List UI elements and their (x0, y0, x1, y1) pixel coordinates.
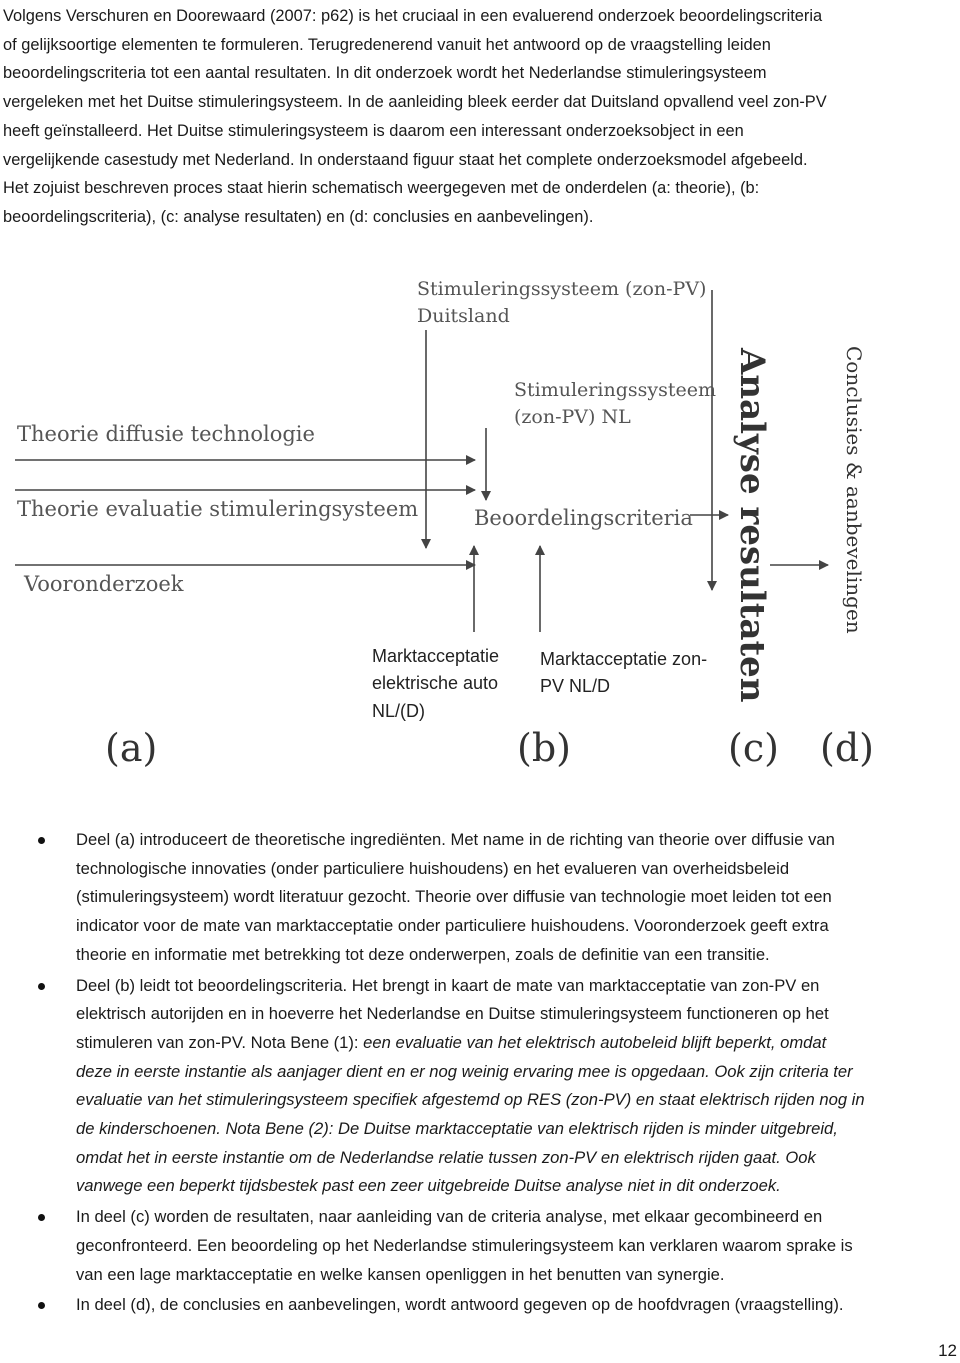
bullet-text-plain: stimuleren van zon-PV. Nota Bene (1): (76, 1032, 364, 1052)
bullet-line-italic: evaluatie van het stimuleringsysteem specifiek afgestemd op RES (zon-PV) en staat elektrisch rijden nog in (76, 1090, 865, 1110)
bullet-line: Deel (a) introduceert de theoretische ingrediënten. Met name in de richting van theorie over diffusie van (76, 830, 835, 849)
bullet-item-b (0, 972, 960, 1202)
bullet-line-italic: de kinderschoenen. Nota Bene (2): De Duitse marktacceptatie van elektrisch rijden is minder uitgebreid, (76, 1119, 838, 1139)
bullet-line: elektrisch autorijden en in hoeverre het Nederlandse en Duitse stimuleringsysteem functioneren op het (76, 1004, 829, 1024)
intro-line: of gelijksoortige elementen te formuleren. Terugredenerend vanuit het antwoord op de vraagstelling leiden (3, 35, 771, 54)
part-a-label: (a) (105, 726, 158, 770)
part-c-label: (c) (728, 726, 779, 770)
page-number: 12 (938, 1341, 957, 1360)
stim-nl-label-1: Stimuleringssysteem (514, 379, 716, 401)
markt-auto-label-3: NL/(D) (372, 701, 425, 721)
bullet-item-a (0, 826, 960, 970)
bullet-line: van een lage marktacceptatie en welke kansen openliggen in het benutten van synergie. (76, 1264, 725, 1284)
analyse-resultaten-label: Analyse resultaten (732, 348, 772, 703)
markt-pv-label-1: Marktacceptatie zon- (540, 649, 708, 669)
bullet-line: In deel (c) worden de resultaten, naar aanleiding van de criteria analyse, met elkaar gecombineerd en (76, 1207, 823, 1227)
research-model-diagram (0, 260, 960, 800)
bullet-line (76, 1029, 960, 1058)
stim-nl-label-2: (zon-PV) NL (514, 406, 631, 428)
bullet-line: indicator voor de mate van marktacceptatie onder particuliere huishoudens. Vooronderzoek geeft extra (76, 916, 829, 936)
markt-auto-label-2: elektrische auto (372, 673, 499, 693)
stim-de-label-2: Duitsland (417, 305, 510, 327)
bullet-line-italic: omdat het in eerste instantie om de Nederlandse relatie tussen zon-PV en elektrisch rijden gaat. Ook (76, 1147, 816, 1167)
bullet-text-italic: een evaluatie van het elektrisch autobeleid blijft beperkt, omdat (363, 1032, 827, 1052)
intro-line: Volgens Verschuren en Doorewaard (2007: p62) is het cruciaal in een evaluerend onderzoek beoordelingscriteria (3, 7, 823, 25)
bullet-list (0, 826, 960, 1320)
intro-line: heeft geïnstalleerd. Het Duitse stimuleringsysteem is daarom een interessant onderzoeksobject in een (3, 121, 744, 140)
intro-paragraph (3, 2, 948, 232)
beoordelingscriteria-label: Beoordelingscriteria (474, 506, 693, 530)
intro-line: vergelijkende casestudy met Nederland. In onderstaand figuur staat het complete onderzoeksmodel afgebeeld. (3, 150, 808, 169)
bullet-line: theorie en informatie met betrekking tot deze onderwerpen, zoals de definitie van een transitie. (76, 944, 770, 964)
bullet-marker (38, 983, 45, 990)
diagram-arrows (0, 260, 960, 800)
bullet-line-italic: vanwege een beperkt tijdsbestek past een zeer uitgebreide Duitse analyse niet in dit onderzoek. (76, 1176, 781, 1196)
bullet-line: technologische innovaties (onder particuliere huishoudens) en het evalueren van overheidsbeleid (76, 858, 790, 878)
theorie-evaluatie-label: Theorie evaluatie stimuleringsysteem (17, 497, 419, 521)
markt-pv-label-2: PV NL/D (540, 676, 611, 696)
theorie-diffusie-label: Theorie diffusie technologie (17, 422, 315, 446)
intro-line: vergeleken met het Duitse stimuleringsysteem. In de aanleiding bleek eerder dat Duitsland opvallend veel zon-PV (3, 93, 827, 112)
markt-auto-label-1: Marktacceptatie (372, 646, 500, 666)
conclusies-label: Conclusies & aanbevelingen (842, 346, 866, 634)
bullet-line-italic: deze in eerste instantie als aanjager dient en er nog weinig ervaring mee is opgedaan. Ook zijn criteria ter (76, 1061, 853, 1081)
bullet-marker (38, 1302, 45, 1309)
intro-line: Het zojuist beschreven proces staat hierin schematisch weergegeven met de onderdelen (a: theorie), (b: (3, 179, 760, 198)
intro-line: beoordelingscriteria tot een aantal resultaten. In dit onderzoek wordt het Nederlandse stimuleringsysteem (3, 64, 767, 83)
bullet-item-d (0, 1291, 960, 1320)
bullet-line: In deel (d), de conclusies en aanbevelingen, wordt antwoord gegeven op de hoofdvragen (vraagstelling). (76, 1295, 844, 1315)
bullet-item-c (0, 1203, 960, 1289)
bullet-line: geconfronteerd. Een beoordeling op het Nederlandse stimuleringsysteem kan verklaren waarom sprake is (76, 1235, 853, 1255)
stim-de-label-1: Stimuleringssysteem (zon-PV) (417, 278, 707, 300)
intro-line: beoordelingscriteria), (c: analyse resultaten) en (d: conclusies en aanbevelingen). (3, 207, 594, 226)
vooronderzoek-label: Vooronderzoek (24, 572, 184, 596)
bullet-marker (38, 837, 45, 844)
part-d-label: (d) (820, 726, 874, 770)
bullet-line: Deel (b) leidt tot beoordelingscriteria. Het brengt in kaart de mate van marktacceptatie van zon-PV en (76, 975, 820, 995)
bullet-line: (stimuleringsysteem) wordt literatuur gezocht. Theorie over diffusie van technologie moet leiden tot een (76, 887, 832, 907)
part-b-label: (b) (517, 726, 571, 770)
bullet-marker (38, 1214, 45, 1221)
